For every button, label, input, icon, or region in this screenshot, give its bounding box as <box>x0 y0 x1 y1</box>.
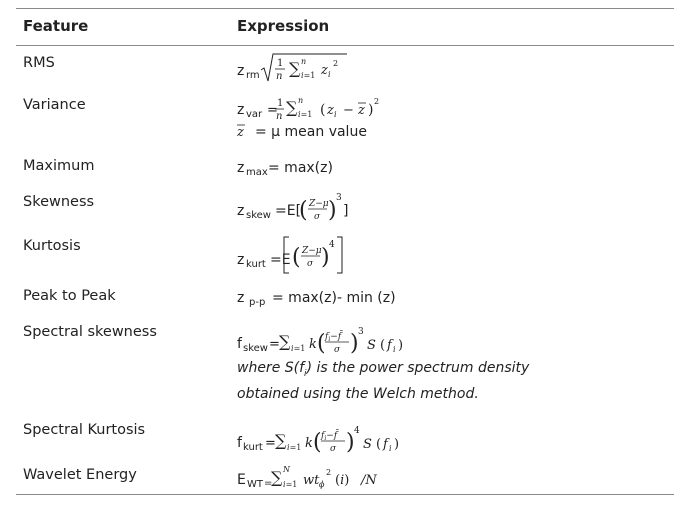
expression-kurtosis <box>237 232 367 276</box>
welch-method-note: obtained using the Welch method. <box>237 386 479 402</box>
svg-text:(: ( <box>292 245 301 270</box>
rms-frac-den: n <box>276 71 283 82</box>
feature-spectral-kurtosis: Spectral Kurtosis <box>23 422 146 438</box>
svg-text:i=1: i=1 <box>283 480 298 489</box>
svg-text:= max(z): = max(z) <box>268 160 333 176</box>
svg-text:): ) <box>394 437 400 452</box>
svg-text:]: ] <box>343 203 349 219</box>
svg-text:var: var <box>246 109 263 120</box>
svg-text:2: 2 <box>374 97 380 106</box>
svg-text:S: S <box>363 437 372 452</box>
svg-text:z: z <box>358 103 365 118</box>
expression-rms <box>237 50 377 84</box>
svg-text:n: n <box>276 111 283 122</box>
feature-maximum: Maximum <box>23 158 95 174</box>
svg-text:σ: σ <box>334 345 341 355</box>
mean-value-text: = μ mean value <box>255 124 367 140</box>
svg-text:z: z <box>327 103 334 118</box>
svg-text:3: 3 <box>336 193 342 203</box>
svg-text:(: ( <box>376 437 382 452</box>
svg-text:kurt: kurt <box>243 442 263 453</box>
expression-spectral-skewness <box>237 318 437 358</box>
svg-text:ϕ: ϕ <box>319 480 325 489</box>
svg-text:= max(z)- min (z): = max(z)- min (z) <box>272 290 396 306</box>
feature-variance: Variance <box>23 97 86 113</box>
feature-peak-to-peak: Peak to Peak <box>23 288 116 304</box>
feature-spectral-skewness: Spectral skewness <box>23 324 157 340</box>
header-rule <box>16 45 674 46</box>
svg-text:): ) <box>350 331 359 356</box>
svg-text:−: − <box>343 103 354 118</box>
svg-text:Z−μ: Z−μ <box>309 199 329 209</box>
svg-text:skew: skew <box>246 210 271 221</box>
svg-text:=E[: =E[ <box>275 203 302 219</box>
svg-text:=: = <box>269 337 280 352</box>
svg-text:wt: wt <box>303 473 320 488</box>
svg-text:4: 4 <box>329 240 335 250</box>
svg-text:p-p: p-p <box>249 297 266 308</box>
feature-kurtosis: Kurtosis <box>23 238 81 254</box>
svg-text:z: z <box>237 160 245 176</box>
rms-subscript: rm <box>246 70 260 81</box>
top-rule <box>16 8 674 9</box>
expression-peak-to-peak <box>237 284 407 308</box>
rms-sum: ∑ <box>289 59 301 78</box>
svg-text:/N: /N <box>361 473 377 488</box>
svg-text:=E: =E <box>270 252 291 268</box>
svg-text:f: f <box>387 338 392 353</box>
svg-text:=: = <box>264 478 273 489</box>
svg-text:skew: skew <box>243 343 268 354</box>
expression-wavelet-energy <box>237 460 407 490</box>
svg-text:z: z <box>237 203 245 219</box>
svg-text:f: f <box>237 336 242 352</box>
svg-text:(: ( <box>320 102 326 118</box>
expression-variance <box>237 90 407 120</box>
svg-text:kurt: kurt <box>246 259 266 270</box>
svg-text:S: S <box>367 338 376 353</box>
svg-text:): ) <box>368 102 374 118</box>
svg-text:fi−f̄: $f_i-f̄$ <box>325 332 342 343</box>
expression-spectral-kurtosis <box>237 417 437 457</box>
svg-text:i=1: i=1 <box>298 110 313 119</box>
svg-text:(: ( <box>317 331 326 356</box>
svg-text:n: n <box>298 96 304 105</box>
svg-text:): ) <box>321 245 330 270</box>
svg-text:i: i <box>389 444 392 453</box>
expression-skewness <box>237 187 367 225</box>
svg-text:z: z <box>321 63 328 78</box>
svg-text:∑: ∑ <box>271 468 283 487</box>
rms-frac-num: 1 <box>277 58 284 69</box>
svg-text:2: 2 <box>326 468 332 477</box>
svg-text:z: z <box>237 102 245 118</box>
svg-text:3: 3 <box>358 327 364 337</box>
svg-text:f: f <box>237 435 242 451</box>
svg-text:i: i <box>328 70 331 79</box>
svg-text:(: ( <box>299 198 308 223</box>
svg-text:=: = <box>265 436 276 451</box>
svg-text:i=1: i=1 <box>291 344 306 353</box>
svg-text:4: 4 <box>354 426 360 436</box>
svg-text:∑: ∑ <box>279 332 291 351</box>
svg-text:i=1: i=1 <box>301 71 316 80</box>
svg-text:(: ( <box>313 430 322 455</box>
svg-text:E: E <box>237 472 246 488</box>
bottom-rule <box>16 494 674 495</box>
svg-text:σ: σ <box>314 212 321 222</box>
svg-text:σ: σ <box>307 259 314 269</box>
svg-text:): ) <box>398 338 404 353</box>
svg-text:z: z <box>237 290 245 306</box>
svg-text:(i): (i) <box>335 473 350 488</box>
svg-text:Z−μ: Z−μ <box>302 246 322 256</box>
rms-symbol: z <box>237 63 245 79</box>
svg-text:z: z <box>237 125 244 140</box>
feature-wavelet-energy: Wavelet Energy <box>23 467 137 483</box>
svg-text:N: N <box>283 465 290 474</box>
feature-rms: RMS <box>23 55 55 71</box>
svg-text:k: k <box>309 337 317 352</box>
svg-text:i: i <box>334 110 337 119</box>
svg-text:i: i <box>393 345 396 354</box>
svg-text:f: f <box>383 437 388 452</box>
svg-text:n: n <box>301 57 307 66</box>
svg-text:2: 2 <box>333 59 339 68</box>
svg-text:i=1: i=1 <box>287 443 302 452</box>
svg-text:(: ( <box>380 338 386 353</box>
svg-text:fi−f̄: $f_i-f̄$ <box>321 431 338 442</box>
svg-text:∑: ∑ <box>275 431 287 450</box>
feature-skewness: Skewness <box>23 194 95 210</box>
svg-text:∑: ∑ <box>286 98 298 117</box>
power-spectrum-note: where $S(f_i)$ is the power spectrum density <box>237 360 530 379</box>
svg-text:WT: WT <box>247 479 263 490</box>
svg-text:=: = <box>267 103 278 118</box>
header-expression: Expression <box>237 17 330 35</box>
svg-text:k: k <box>305 436 313 451</box>
expression-mean-note <box>237 120 397 142</box>
svg-text:z: z <box>237 252 245 268</box>
svg-text:max: max <box>246 167 268 178</box>
expression-maximum <box>237 154 357 178</box>
svg-text:1: 1 <box>277 98 284 109</box>
svg-text:σ: σ <box>330 444 337 454</box>
features-table <box>16 8 674 495</box>
svg-text:): ) <box>346 430 355 455</box>
svg-text:): ) <box>328 198 337 223</box>
header-feature: Feature <box>23 17 89 35</box>
